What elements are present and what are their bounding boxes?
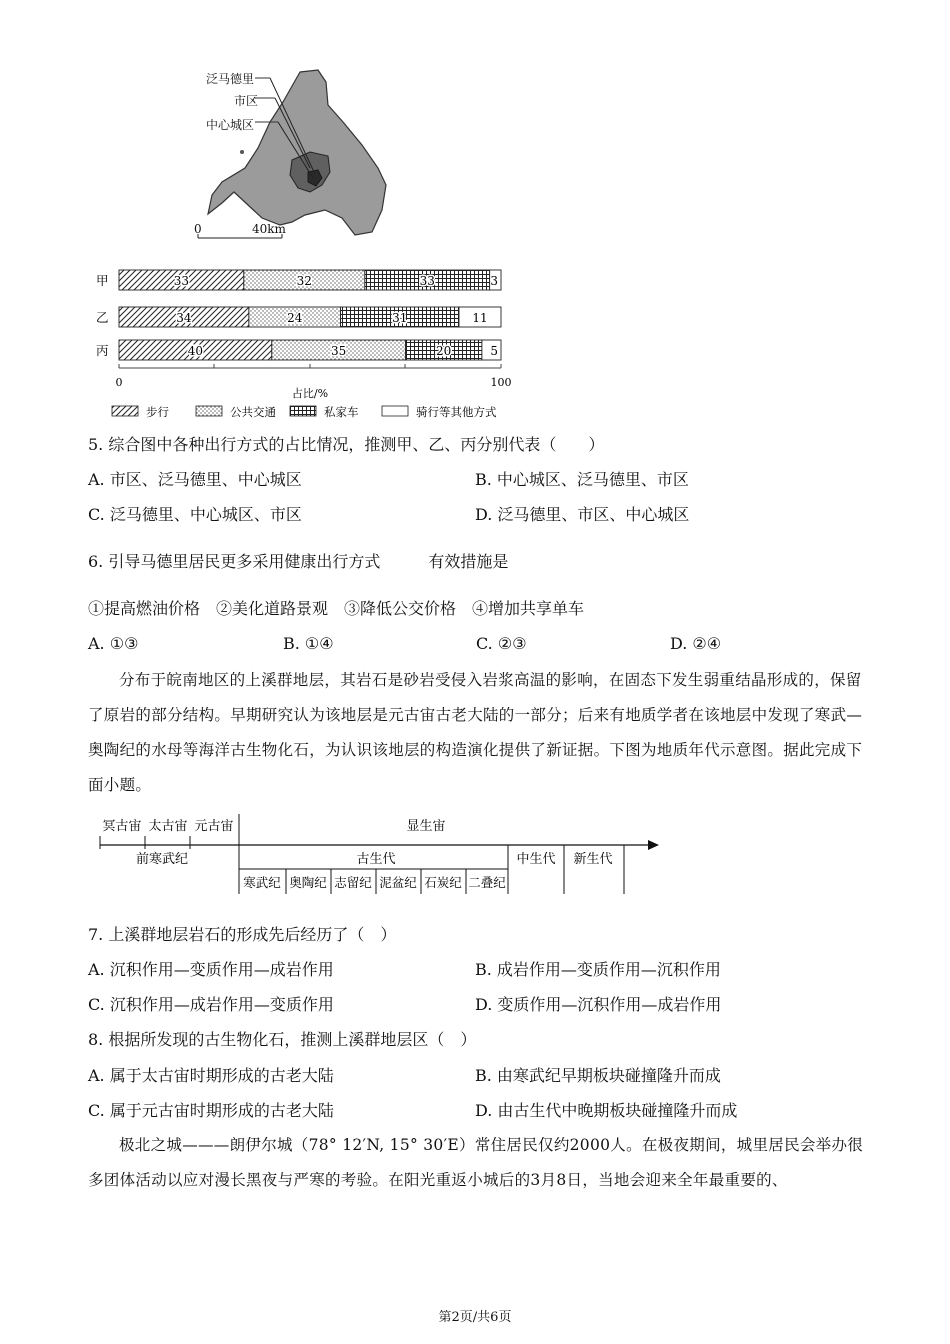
era-paleozoic: 古生代 <box>356 852 396 867</box>
eon-hadean: 冥古宙 <box>102 819 142 834</box>
q6-stem: 6. 引导马德里居民更多采用健康出行方式 有效措施是 <box>88 552 509 571</box>
label-shiqu: 市区 <box>234 94 259 108</box>
q7-option-c[interactable]: C. 沉积作用—成岩作用—变质作用 <box>88 995 334 1014</box>
value-label-other-2: 5 <box>490 344 498 358</box>
period-permian: 二叠纪 <box>468 875 506 890</box>
period-cambrian: 寒武纪 <box>243 875 281 890</box>
eon-proterozoic: 元古宙 <box>194 819 234 834</box>
value-label-bus-0: 32 <box>296 274 312 288</box>
value-label-other-1: 11 <box>472 311 488 325</box>
x-tick-100: 100 <box>490 376 512 389</box>
category-label-1: 乙 <box>96 310 109 325</box>
scale-zero: 0 <box>194 222 202 236</box>
value-label-car-1: 31 <box>392 311 408 325</box>
travel-mode-chart <box>90 262 530 427</box>
q8-option-b[interactable]: B. 由寒武纪早期板块碰撞隆升而成 <box>475 1066 721 1085</box>
era-mesozoic: 中生代 <box>516 852 556 867</box>
value-label-car-2: 20 <box>436 344 452 358</box>
passage-longyearbyen: 极北之城———朗伊尔城（78° 12′N, 15° 30′E）常住居民仅约2000人。在极夜期间，城里居民会举办很多团体活动以应对漫长黑夜与严寒的考验。在阳光重返小城后的3月8日，当地会迎来全年最重要的、 <box>88 1136 864 1189</box>
q8-option-c[interactable]: C. 属于元古宙时期形成的古老大陆 <box>88 1101 334 1120</box>
q7-stem: 7. 上溪群地层岩石的形成先后经历了（ ） <box>88 925 397 944</box>
value-label-bus-2: 35 <box>331 344 347 358</box>
period-carboniferous: 石炭纪 <box>424 875 462 890</box>
q6-option-a[interactable]: A. ①③ <box>88 634 139 653</box>
value-label-walk-0: 33 <box>173 274 190 288</box>
category-label-0: 甲 <box>96 273 109 288</box>
label-fanmadeli: 泛马德里 <box>206 72 255 86</box>
legend-swatch-walk <box>112 406 138 416</box>
q5-stem: 5. 综合图中各种出行方式的占比情况，推测甲、乙、丙分别代表（ ） <box>88 435 605 454</box>
legend-label-car: 私家车 <box>324 405 359 419</box>
x-tick-0: 0 <box>115 376 123 389</box>
era-precambrian: 前寒武纪 <box>135 852 189 867</box>
value-label-walk-2: 40 <box>187 344 204 358</box>
q6-items: ①提高燃油价格 ②美化道路景观 ③降低公交价格 ④增加共享单车 <box>88 599 585 618</box>
legend-swatch-car <box>290 406 316 416</box>
scale-distance: 40km <box>252 222 286 236</box>
period-silurian: 志留纪 <box>334 875 372 890</box>
q6-option-c[interactable]: C. ②③ <box>476 634 527 653</box>
value-label-other-0: 3 <box>490 274 498 288</box>
q5-option-b[interactable]: B. 中心城区、泛马德里、市区 <box>475 470 689 489</box>
q7-option-b[interactable]: B. 成岩作用—变质作用—沉积作用 <box>475 960 721 979</box>
period-ordovician: 奥陶纪 <box>289 875 327 890</box>
eon-archean: 太古宙 <box>148 819 188 834</box>
era-cenozoic: 新生代 <box>573 852 613 867</box>
q5-option-d[interactable]: D. 泛马德里、市区、中心城区 <box>475 505 690 524</box>
passage-shangxi: 分布于皖南地区的上溪群地层，其岩石是砂岩受侵入岩浆高温的影响，在固态下发生弱重结晶形成的，保留了原岩的部分结构。早期研究认为该地层是元古宙古老大陆的一部分；后来有地质学者在该地层中发现了寒武—奥陶纪的水母等海洋古生物化石，为认识该地层的构造演化提供了新证据。下图为地质年代示意图。据此完成下面小题。 <box>88 671 863 794</box>
q5-option-c[interactable]: C. 泛马德里、中心城区、市区 <box>88 505 302 524</box>
x-axis-label: 占比/% <box>291 387 329 400</box>
legend-label-bus: 公共交通 <box>230 405 276 419</box>
q5-option-a[interactable]: A. 市区、泛马德里、中心城区 <box>88 470 302 489</box>
q7-option-a[interactable]: A. 沉积作用—变质作用—成岩作用 <box>88 960 334 979</box>
q6-option-d[interactable]: D. ②④ <box>670 634 722 653</box>
page-footer: 第2页/共6页 <box>438 1310 512 1325</box>
legend-label-other: 骑行等其他方式 <box>416 405 497 419</box>
value-label-walk-1: 34 <box>176 311 192 325</box>
eon-phanerozoic: 显生宙 <box>406 819 446 834</box>
period-devonian: 泥盆纪 <box>379 875 417 890</box>
q6-option-b[interactable]: B. ①④ <box>283 634 334 653</box>
q8-option-d[interactable]: D. 由古生代中晚期板块碰撞隆升而成 <box>475 1101 738 1120</box>
q8-option-a[interactable]: A. 属于太古宙时期形成的古老大陆 <box>88 1066 334 1085</box>
legend-swatch-other <box>382 406 408 416</box>
value-label-bus-1: 24 <box>287 311 303 325</box>
category-label-2: 丙 <box>96 343 109 358</box>
label-zhongxin: 中心城区 <box>206 118 255 132</box>
geologic-timeline <box>96 812 666 902</box>
legend-swatch-bus <box>196 406 222 416</box>
value-label-car-0: 33 <box>419 274 435 288</box>
q7-option-d[interactable]: D. 变质作用—沉积作用—成岩作用 <box>475 995 722 1014</box>
legend-label-walk: 步行 <box>146 405 169 419</box>
q8-stem: 8. 根据所发现的古生物化石，推测上溪群地层区（ ） <box>88 1030 477 1049</box>
